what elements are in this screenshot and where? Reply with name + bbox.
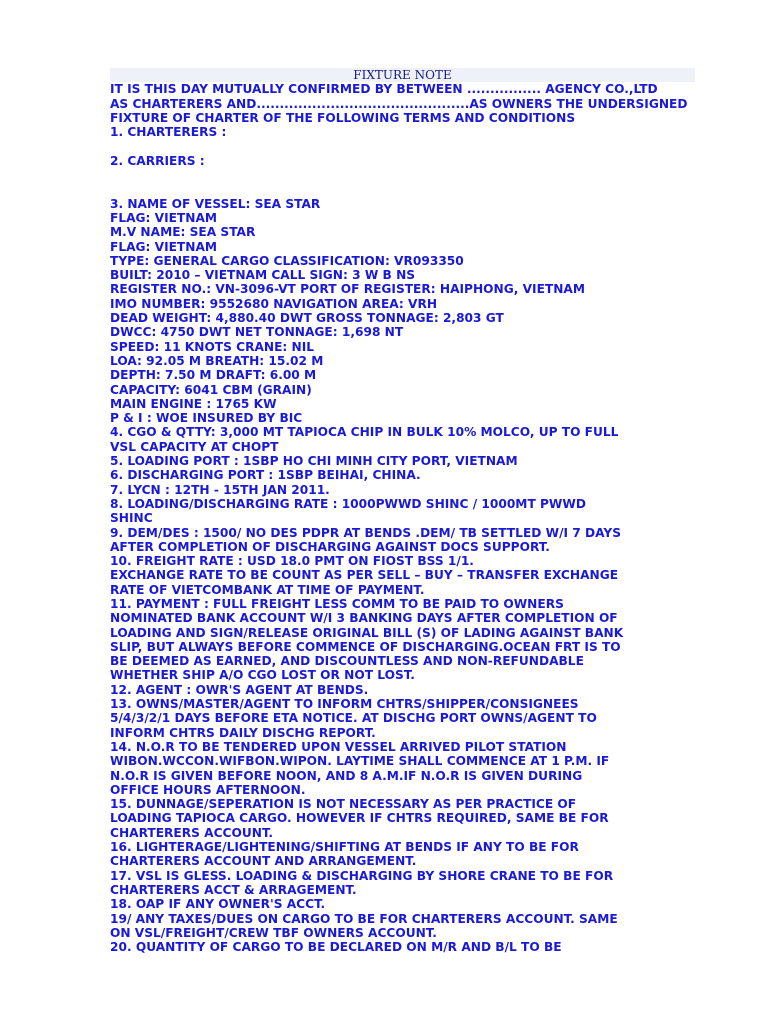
document-line: LOADING AND SIGN/RELEASE ORIGINAL BILL (S) OF LADING AGAINST BANK bbox=[110, 625, 624, 640]
document-line: ON VSL/FREIGHT/CREW TBF OWNERS ACCOUNT. bbox=[110, 925, 437, 940]
document-line: 1. CHARTERERS : bbox=[110, 125, 227, 140]
document-line: LOADING TAPIOCA CARGO. HOWEVER IF CHTRS REQUIRED, SAME BE FOR bbox=[110, 811, 609, 826]
document-line: REGISTER NO.: VN-3096-VT PORT OF REGISTER: HAIPHONG, VIETNAM bbox=[110, 282, 585, 297]
document-line: AS CHARTERERS AND..............................................AS OWNERS THE UNDERSIGNED bbox=[110, 96, 688, 111]
document-line: 13. OWNS/MASTER/AGENT TO INFORM CHTRS/SHIPPER/CONSIGNEES bbox=[110, 697, 579, 712]
document-line: INFORM CHTRS DAILY DISCHG REPORT. bbox=[110, 725, 376, 740]
document-line: SPEED: 11 KNOTS CRANE: NIL bbox=[110, 339, 315, 354]
document-line: 4. CGO & QTTY: 3,000 MT TAPIOCA CHIP IN BULK 10% MOLCO, UP TO FULL bbox=[110, 425, 619, 440]
document-line: BE DEEMED AS EARNED, AND DISCOUNTLESS AND NON-REFUNDABLE bbox=[110, 654, 584, 669]
document-line: CHARTERERS ACCOUNT AND ARRANGEMENT. bbox=[110, 854, 417, 869]
blank-line bbox=[110, 139, 695, 153]
document-line: P & I : WOE INSURED BY BIC bbox=[110, 411, 303, 426]
document-line: 9. DEM/DES : 1500/ NO DES PDPR AT BENDS .DEM/ TB SETTLED W/I 7 DAYS bbox=[110, 525, 622, 540]
document-line: DWCC: 4750 DWT NET TONNAGE: 1,698 NT bbox=[110, 325, 404, 340]
document-line: WHETHER SHIP A/O CGO LOST OR NOT LOST. bbox=[110, 668, 415, 683]
document-line: 7. LYCN : 12TH - 15TH JAN 2011. bbox=[110, 482, 330, 497]
document-line: VSL CAPACITY AT CHOPT bbox=[110, 439, 279, 454]
document-line: 3. NAME OF VESSEL: SEA STAR bbox=[110, 196, 321, 211]
document-line: IMO NUMBER: 9552680 NAVIGATION AREA: VRH bbox=[110, 296, 438, 311]
document-line: 16. LIGHTERAGE/LIGHTENING/SHIFTING AT BENDS IF ANY TO BE FOR bbox=[110, 840, 579, 855]
document-line: WIBON.WCCON.WIFBON.WIPON. LAYTIME SHALL COMMENCE AT 1 P.M. IF bbox=[110, 754, 610, 769]
document-line: 5/4/3/2/1 DAYS BEFORE ETA NOTICE. AT DISCHG PORT OWNS/AGENT TO bbox=[110, 711, 597, 726]
fixture-note-document bbox=[110, 68, 695, 954]
document-line: SLIP, BUT ALWAYS BEFORE COMMENCE OF DISCHARGING.OCEAN FRT IS TO bbox=[110, 639, 621, 654]
document-line: CHARTERERS ACCOUNT. bbox=[110, 825, 274, 840]
document-line: AFTER COMPLETION OF DISCHARGING AGAINST DOCS SUPPORT. bbox=[110, 539, 550, 554]
document-line: 8. LOADING/DISCHARGING RATE : 1000PWWD SHINC / 1000MT PWWD bbox=[110, 496, 586, 511]
document-line: DEPTH: 7.50 M DRAFT: 6.00 M bbox=[110, 368, 317, 383]
document-line: 12. AGENT : OWR'S AGENT AT BENDS. bbox=[110, 682, 369, 697]
document-line: MAIN ENGINE : 1765 KW bbox=[110, 396, 277, 411]
document-line: 19/ ANY TAXES/DUES ON CARGO TO BE FOR CHARTERERS ACCOUNT. SAME bbox=[110, 911, 618, 926]
document-line: 20. QUANTITY OF CARGO TO BE DECLARED ON M/R AND B/L TO BE bbox=[110, 940, 562, 955]
document-line: OFFICE HOURS AFTERNOON. bbox=[110, 782, 306, 797]
document-line: 11. PAYMENT : FULL FREIGHT LESS COMM TO BE PAID TO OWNERS bbox=[110, 596, 564, 611]
document-line: N.O.R IS GIVEN BEFORE NOON, AND 8 A.M.IF N.O.R IS GIVEN DURING bbox=[110, 768, 583, 783]
document-line: 14. N.O.R TO BE TENDERED UPON VESSEL ARRIVED PILOT STATION bbox=[110, 739, 567, 754]
document-line: 10. FREIGHT RATE : USD 18.0 PMT ON FIOST BSS 1/1. bbox=[110, 554, 474, 569]
document-line: 17. VSL IS GLESS. LOADING & DISCHARGING BY SHORE CRANE TO BE FOR bbox=[110, 868, 614, 883]
document-line: TYPE: GENERAL CARGO CLASSIFICATION: VR093350 bbox=[110, 253, 464, 268]
document-line: 2. CARRIERS : bbox=[110, 153, 205, 168]
document-line: FLAG: VIETNAM bbox=[110, 210, 218, 225]
blank-line bbox=[110, 168, 695, 182]
document-line: 18. OAP IF ANY OWNER'S ACCT. bbox=[110, 897, 326, 912]
document-line: BUILT: 2010 – VIETNAM CALL SIGN: 3 W B NS bbox=[110, 268, 416, 283]
document-line: CHARTERERS ACCT & ARRAGEMENT. bbox=[110, 882, 357, 897]
blank-line bbox=[110, 182, 695, 196]
document-line: SHINC bbox=[110, 511, 153, 526]
document-line: DEAD WEIGHT: 4,880.40 DWT GROSS TONNAGE: 2,803 GT bbox=[110, 311, 504, 326]
document-title: FIXTURE NOTE bbox=[110, 68, 695, 82]
document-line: CAPACITY: 6041 CBM (GRAIN) bbox=[110, 382, 312, 397]
document-line: FIXTURE OF CHARTER OF THE FOLLOWING TERMS AND CONDITIONS bbox=[110, 110, 576, 125]
document-line: 5. LOADING PORT : 1SBP HO CHI MINH CITY PORT, VIETNAM bbox=[110, 454, 518, 469]
document-line: M.V NAME: SEA STAR bbox=[110, 225, 256, 240]
document-line: EXCHANGE RATE TO BE COUNT AS PER SELL – BUY – TRANSFER EXCHANGE bbox=[110, 568, 619, 583]
document-line: FLAG: VIETNAM bbox=[110, 239, 218, 254]
document-line: 15. DUNNAGE/SEPERATION IS NOT NECESSARY AS PER PRACTICE OF bbox=[110, 797, 577, 812]
document-line: IT IS THIS DAY MUTUALLY CONFIRMED BY BETWEEN ................ AGENCY CO.,LTD bbox=[110, 82, 658, 97]
document-body bbox=[110, 82, 695, 954]
document-line: LOA: 92.05 M BREATH: 15.02 M bbox=[110, 353, 324, 368]
document-line: NOMINATED BANK ACCOUNT W/I 3 BANKING DAYS AFTER COMPLETION OF bbox=[110, 611, 618, 626]
document-line: 6. DISCHARGING PORT : 1SBP BEIHAI, CHINA. bbox=[110, 468, 421, 483]
document-line: RATE OF VIETCOMBANK AT TIME OF PAYMENT. bbox=[110, 582, 425, 597]
